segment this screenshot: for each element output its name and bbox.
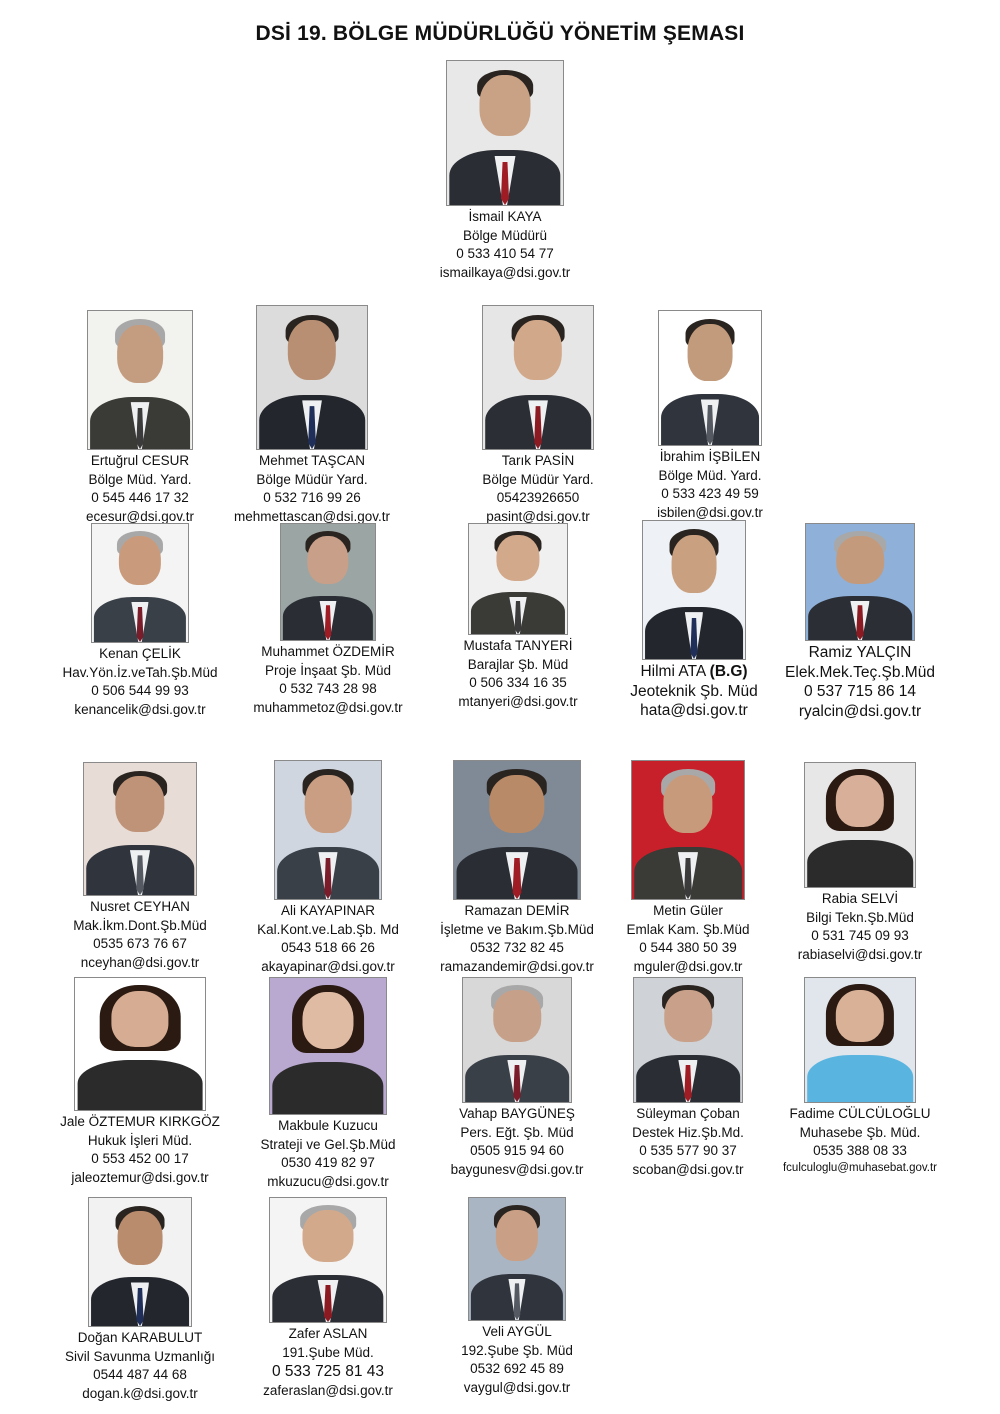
staff-card: [217, 305, 407, 526]
staff-name: Ramiz YALÇIN: [808, 644, 912, 661]
staff-phone: 0 531 745 09 93: [811, 928, 909, 943]
staff-email: ryalcin@dsi.gov.tr: [798, 702, 922, 720]
portrait-body: [78, 1060, 203, 1111]
staff-info: [45, 645, 235, 719]
portrait-face: [514, 320, 562, 380]
staff-info: [45, 1113, 235, 1187]
staff-card: [765, 977, 955, 1176]
staff-name: Nusret CEYHAN: [90, 899, 190, 914]
portrait-face: [302, 992, 353, 1049]
staff-title: Strateji ve Gel.Şb.Müd: [260, 1136, 396, 1152]
portrait-face: [118, 1211, 163, 1265]
staff-name: Ali KAYAPINAR: [280, 903, 376, 918]
staff-email: mtanyeri@dsi.gov.tr: [458, 693, 578, 709]
staff-card: [599, 520, 789, 721]
staff-card: [593, 760, 783, 976]
portrait-face: [115, 776, 164, 831]
portrait-photo: [74, 977, 206, 1111]
portrait-photo: [88, 1197, 192, 1327]
portrait-face: [672, 535, 717, 593]
staff-email: akayapinar@dsi.gov.tr: [261, 958, 395, 974]
staff-name: Vahap BAYGÜNEŞ: [459, 1106, 575, 1121]
staff-title: Hukuk İşleri Müd.: [87, 1132, 193, 1148]
staff-name: Ertuğrul CESUR: [90, 453, 190, 468]
staff-info: [599, 662, 789, 721]
portrait-photo: [280, 523, 376, 641]
portrait-face: [119, 536, 161, 586]
staff-email: nceyhan@dsi.gov.tr: [80, 954, 200, 970]
staff-phone: 0543 518 66 26: [281, 940, 375, 955]
staff-title: Sivil Savunma Uzmanlığı: [64, 1348, 216, 1364]
portrait-photo: [462, 977, 572, 1103]
portrait-photo: [805, 523, 915, 641]
portrait-face: [688, 324, 733, 380]
staff-info: [410, 208, 600, 282]
portrait-photo: [658, 310, 762, 446]
portrait-face: [305, 775, 352, 833]
staff-email: pasint@dsi.gov.tr: [486, 508, 590, 524]
staff-info: [593, 1105, 783, 1179]
staff-phone: 0544 487 44 68: [93, 1367, 187, 1382]
portrait-face: [836, 775, 884, 827]
portrait-face: [493, 990, 541, 1042]
staff-email: isbilen@dsi.gov.tr: [657, 504, 763, 520]
portrait-photo: [83, 762, 197, 896]
staff-info: [423, 637, 613, 711]
staff-title: Elek.Mek.Teç.Şb.Müd: [785, 663, 935, 681]
staff-name: İbrahim İŞBİLEN: [659, 449, 761, 464]
staff-card: [45, 762, 235, 972]
staff-phone: 0535 388 08 33: [813, 1143, 907, 1158]
staff-title: Emlak Kam. Şb.Müd: [626, 921, 750, 937]
staff-phone: 0 533 423 49 59: [661, 486, 759, 501]
staff-name: Tarık PASİN: [501, 453, 575, 468]
staff-title: Bölge Müd. Yard.: [658, 467, 762, 483]
staff-email: kenancelik@dsi.gov.tr: [74, 701, 206, 717]
staff-title: Bölge Müd. Yard.: [88, 471, 192, 487]
portrait-face: [496, 535, 539, 581]
staff-name: Veli AYGÜL: [482, 1324, 552, 1339]
staff-name: Kenan ÇELİK: [99, 646, 181, 661]
staff-email: mkuzucu@dsi.gov.tr: [267, 1173, 389, 1189]
portrait-photo: [482, 305, 594, 450]
staff-email: dogan.k@dsi.gov.tr: [82, 1385, 198, 1401]
portrait-face: [307, 536, 348, 585]
staff-info: [765, 643, 955, 721]
portrait-face: [496, 1210, 538, 1261]
staff-email: fculculoglu@muhasebat.gov.tr: [782, 1161, 937, 1174]
portrait-photo: [274, 760, 382, 900]
staff-card: [422, 760, 612, 976]
page-title: DSİ 19. BÖLGE MÜDÜRLÜĞÜ YÖNETİM ŞEMASI: [255, 22, 745, 45]
staff-info: [615, 448, 805, 522]
staff-card: [233, 523, 423, 717]
staff-phone: 0 537 715 86 14: [803, 683, 917, 700]
portrait-face: [302, 1210, 353, 1262]
staff-info: [45, 898, 235, 972]
portrait-face: [489, 775, 544, 833]
staff-title: Barajlar Şb. Müd: [467, 656, 569, 672]
staff-card: [233, 760, 423, 976]
staff-phone: 0 506 334 16 35: [469, 675, 567, 690]
portrait-photo: [633, 977, 743, 1103]
staff-name: Doğan KARABULUT: [77, 1330, 203, 1345]
portrait-face: [288, 320, 336, 380]
staff-title: Destek Hiz.Şb.Md.: [632, 1124, 744, 1140]
staff-info: [45, 452, 235, 526]
staff-card: [233, 1197, 423, 1400]
staff-info: [233, 643, 423, 717]
portrait-photo: [468, 1197, 566, 1321]
portrait-face: [117, 325, 163, 383]
staff-title: Bölge Müdürü: [462, 227, 548, 243]
staff-card: [45, 523, 235, 719]
portrait-photo: [631, 760, 745, 900]
portrait-face: [111, 991, 168, 1046]
staff-card: [765, 762, 955, 964]
staff-name-text: Hilmi ATA: [640, 663, 706, 680]
staff-title: Bilgi Tekn.Şb.Müd: [806, 909, 914, 925]
portrait-photo: [446, 60, 564, 206]
staff-card: [45, 977, 235, 1187]
portrait-face: [479, 75, 530, 135]
staff-info: [422, 1105, 612, 1179]
staff-name: İsmail KAYA: [468, 209, 542, 224]
staff-name: Muhammet ÖZDEMİR: [261, 644, 395, 659]
staff-card: [422, 977, 612, 1179]
portrait-body: [272, 1062, 383, 1115]
staff-name-suffix: (B.G): [709, 663, 748, 680]
staff-email: scoban@dsi.gov.tr: [632, 1161, 744, 1177]
staff-phone: 0 532 716 99 26: [263, 490, 361, 505]
staff-name: [599, 662, 789, 682]
staff-phone: 05423926650: [496, 490, 580, 505]
staff-title: İşletme ve Bakım.Şb.Müd: [440, 921, 594, 937]
staff-info: [422, 902, 612, 976]
staff-phone: 0 532 743 28 98: [279, 681, 377, 696]
staff-title: Bölge Müdür Yard.: [482, 471, 594, 487]
staff-phone: 0 545 446 17 32: [91, 490, 189, 505]
staff-title: Kal.Kont.ve.Lab.Şb. Md: [257, 921, 399, 937]
staff-email: baygunesv@dsi.gov.tr: [450, 1161, 584, 1177]
staff-email: ecesur@dsi.gov.tr: [86, 508, 194, 524]
staff-title: 191.Şube Müd.: [282, 1344, 374, 1360]
portrait-body: [807, 840, 913, 888]
staff-phone: 0530 419 82 97: [281, 1155, 375, 1170]
staff-card: [443, 305, 633, 526]
portrait-face: [664, 990, 712, 1042]
staff-title: Muhasebe Şb. Müd.: [799, 1124, 921, 1140]
staff-phone: 0535 673 76 67: [93, 936, 187, 951]
portrait-face: [836, 536, 884, 585]
staff-info: [45, 1329, 235, 1403]
staff-email: jaleoztemur@dsi.gov.tr: [71, 1169, 209, 1185]
staff-name: Ramazan DEMİR: [464, 903, 570, 918]
staff-phone: 0 544 380 50 39: [639, 940, 737, 955]
staff-name: Süleyman Çoban: [636, 1106, 740, 1121]
staff-phone: 0532 732 82 45: [470, 940, 564, 955]
staff-card: [423, 523, 613, 711]
staff-phone: 0 535 577 90 37: [639, 1143, 737, 1158]
staff-title: Pers. Eğt. Şb. Müd: [460, 1124, 574, 1140]
staff-name: Fadime CÜLCÜLOĞLU: [789, 1106, 931, 1121]
staff-email: mehmettascan@dsi.gov.tr: [233, 508, 390, 524]
staff-email: hata@dsi.gov.tr: [640, 702, 748, 719]
staff-phone: 0 553 452 00 17: [91, 1151, 189, 1166]
staff-phone: 0532 692 45 89: [470, 1361, 564, 1376]
staff-name: Mehmet TAŞCAN: [258, 453, 366, 468]
staff-info: [217, 452, 407, 526]
staff-email: zaferaslan@dsi.gov.tr: [263, 1382, 393, 1398]
portrait-photo: [642, 520, 746, 660]
staff-name: Zafer ASLAN: [288, 1326, 368, 1341]
staff-info: [233, 902, 423, 976]
staff-card: [422, 1197, 612, 1397]
staff-email: muhammetoz@dsi.gov.tr: [253, 699, 403, 715]
staff-info: [233, 1325, 423, 1400]
staff-title: Jeoteknik Şb. Müd: [630, 682, 758, 700]
portrait-photo: [256, 305, 368, 450]
portrait-body: [807, 1055, 913, 1103]
staff-info: [593, 902, 783, 976]
staff-name: Mustafa TANYERİ: [463, 638, 573, 653]
staff-title: Bölge Müdür Yard.: [256, 471, 368, 487]
portrait-photo: [269, 977, 387, 1115]
staff-info: [422, 1323, 612, 1397]
staff-name: Rabia SELVİ: [821, 891, 899, 906]
staff-info: [765, 890, 955, 964]
staff-email: ismailkaya@dsi.gov.tr: [439, 264, 571, 280]
staff-phone: 0 506 544 99 93: [91, 683, 189, 698]
staff-card: [593, 977, 783, 1179]
staff-card: [45, 1197, 235, 1403]
staff-card: [410, 60, 600, 282]
portrait-face: [836, 990, 884, 1042]
staff-card: [615, 310, 805, 522]
staff-title: 192.Şube Şb. Müd: [461, 1342, 573, 1358]
staff-title: Hav.Yön.İz.veTah.Şb.Müd: [62, 664, 218, 680]
staff-email: vaygul@dsi.gov.tr: [463, 1379, 571, 1395]
portrait-photo: [453, 760, 581, 900]
staff-info: [765, 1105, 955, 1176]
staff-name: Makbule Kuzucu: [278, 1118, 378, 1133]
staff-phone: 0505 915 94 60: [470, 1143, 564, 1158]
staff-info: [443, 452, 633, 526]
staff-name: Metin Güler: [653, 903, 723, 918]
portrait-photo: [269, 1197, 387, 1323]
staff-phone: 0 533 410 54 77: [456, 246, 554, 261]
staff-card: [233, 977, 423, 1191]
portrait-photo: [804, 977, 916, 1103]
staff-email: mguler@dsi.gov.tr: [633, 958, 743, 974]
portrait-face: [663, 775, 712, 833]
staff-title: Mak.İkm.Dont.Şb.Müd: [73, 917, 207, 933]
staff-email: ramazandemir@dsi.gov.tr: [440, 958, 594, 974]
staff-name: Jale ÖZTEMUR KIRKGÖZ: [60, 1114, 220, 1129]
portrait-photo: [468, 523, 568, 635]
portrait-photo: [91, 523, 189, 643]
portrait-photo: [804, 762, 916, 888]
staff-card: [765, 523, 955, 721]
staff-email: rabiaselvi@dsi.gov.tr: [797, 946, 923, 962]
staff-info: [233, 1117, 423, 1191]
staff-card: [45, 310, 235, 526]
portrait-photo: [87, 310, 193, 450]
staff-title: Proje İnşaat Şb. Müd: [264, 662, 392, 678]
staff-phone: 0 533 725 81 43: [271, 1363, 385, 1380]
